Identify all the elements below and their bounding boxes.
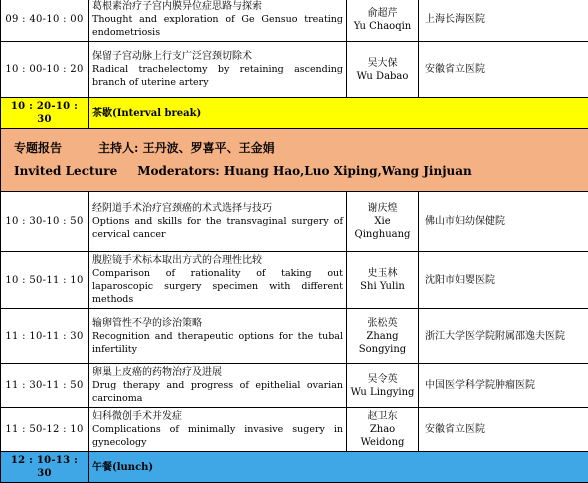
lunch-label: 午餐(lunch) (89, 452, 588, 483)
topic-title-en: Drug therapy and progress of epithelial ovarian carcinoma (92, 379, 343, 405)
lecture-line-zh (4, 142, 585, 155)
session-time: 10 : 50-11 : 10 (1, 252, 89, 309)
session-topic (89, 309, 347, 364)
session-speaker (347, 408, 419, 452)
lecture-moderators-zh: 主持人: 王丹波、罗喜平、王金娟 (98, 141, 275, 155)
topic-title-en: Radical trachelectomy by retaining ascending branch of uterine artery (92, 63, 343, 89)
session-speaker (347, 42, 419, 98)
session-row (1, 364, 588, 408)
lecture-header (1, 129, 588, 192)
speaker-name-en: Xie Qinghuang (350, 215, 415, 241)
session-topic (89, 192, 347, 252)
session-time: 11 : 50-12 : 10 (1, 408, 89, 452)
lecture-line-en (4, 165, 585, 178)
session-topic (89, 42, 347, 98)
lecture-header-row (1, 129, 588, 192)
session-institution: 浙江大学医学院附属邵逸夫医院 (419, 309, 588, 364)
speaker-name-en: Wu Dabao (350, 70, 415, 83)
session-speaker (347, 364, 419, 408)
speaker-name-en: Shi Yulin (350, 280, 415, 293)
session-time: 11 : 10-11 : 30 (1, 309, 89, 364)
topic-title-en: Recognition and therapeutic options for the tubal infertility (92, 330, 343, 356)
topic-title-zh: 保留子宫动脉上行支广泛宫颈切除术 (92, 50, 343, 63)
topic-title-zh: 经阴道手术治疗宫颈癌的术式选择与技巧 (92, 202, 343, 215)
speaker-name-zh: 吴大保 (350, 57, 415, 70)
session-speaker (347, 309, 419, 364)
topic-title-zh: 腹腔镜手术标本取出方式的合理性比较 (92, 254, 343, 267)
speaker-name-en: Yu Chaoqin (350, 20, 415, 33)
session-institution: 沈阳市妇婴医院 (419, 252, 588, 309)
speaker-name-zh: 吴令英 (350, 373, 415, 386)
speaker-name-zh: 张松英 (350, 317, 415, 330)
session-institution: 安徽省立医院 (419, 42, 588, 98)
session-time: 09 : 40-10 : 00 (1, 0, 89, 42)
session-row (1, 0, 588, 42)
session-institution: 中国医学科学院肿瘤医院 (419, 364, 588, 408)
speaker-name-zh: 谢庆煌 (350, 202, 415, 215)
session-time: 10 : 00-10 : 20 (1, 42, 89, 98)
topic-title-en: Comparison of rationality of taking out laparoscopic surgery specimen with different methods (92, 267, 343, 306)
session-row (1, 309, 588, 364)
topic-title-zh: 卵巢上皮癌的药物治疗及进展 (92, 366, 343, 379)
topic-title-zh: 葛根素治疗子宫内膜异位症思路与探索 (92, 0, 343, 13)
break-label: 茶歇(Interval break) (89, 98, 588, 129)
topic-title-zh: 妇科微创手术并发症 (92, 410, 343, 423)
speaker-name-en: Zhang Songying (350, 330, 415, 356)
lunch-row (1, 452, 588, 483)
lunch-time: 12 : 10-13 : 30 (1, 452, 89, 483)
session-speaker (347, 252, 419, 309)
session-row (1, 42, 588, 98)
session-row (1, 408, 588, 452)
break-time: 10 : 20-10 : 30 (1, 98, 89, 129)
speaker-name-en: Wu Lingying (350, 386, 415, 399)
speaker-name-en: Zhao Weidong (350, 423, 415, 449)
session-topic (89, 0, 347, 42)
session-row (1, 252, 588, 309)
session-speaker (347, 0, 419, 42)
lecture-title-zh: 专题报告 (14, 141, 62, 155)
topic-title-en: Complications of minimally invasive sugery in gynecology (92, 423, 343, 449)
speaker-name-zh: 俞超芹 (350, 7, 415, 20)
session-speaker (347, 192, 419, 252)
session-time: 10 : 30-10 : 50 (1, 192, 89, 252)
session-institution: 安徽省立医院 (419, 408, 588, 452)
session-topic (89, 364, 347, 408)
session-institution: 上海长海医院 (419, 0, 588, 42)
topic-title-en: Thought and exploration of Ge Gensuo treating endometriosis (92, 13, 343, 39)
session-row (1, 192, 588, 252)
session-institution: 佛山市妇幼保健院 (419, 192, 588, 252)
session-time: 11 : 30-11 : 50 (1, 364, 89, 408)
session-topic (89, 408, 347, 452)
speaker-name-zh: 史玉林 (350, 267, 415, 280)
topic-title-zh: 输卵管性不孕的诊治策略 (92, 317, 343, 330)
lecture-moderators-en: Moderators: Huang Hao,Luo Xiping,Wang Jinjuan (137, 164, 472, 178)
speaker-name-zh: 赵卫东 (350, 410, 415, 423)
lecture-title-en: Invited Lecture (14, 164, 117, 178)
session-topic (89, 252, 347, 309)
topic-title-en: Options and skills for the transvaginal surgery of cervical cancer (92, 215, 343, 241)
tea-break-row (1, 98, 588, 129)
